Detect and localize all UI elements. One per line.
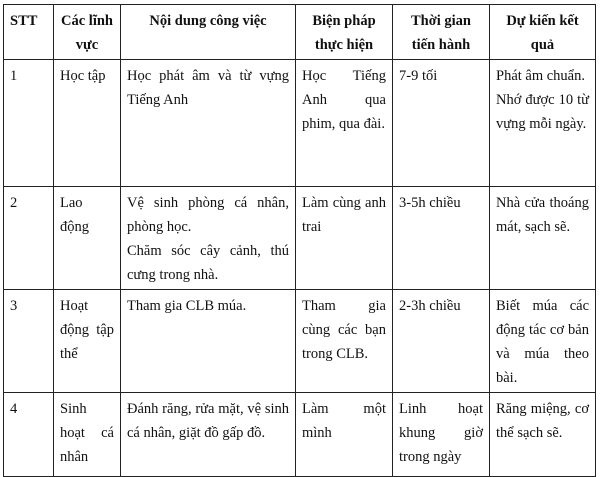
table-row bbox=[4, 393, 596, 477]
header-result: Dự kiến kết quả bbox=[490, 5, 596, 60]
cell-stt: 3 bbox=[4, 290, 54, 393]
header-stt: STT bbox=[4, 5, 54, 60]
cell-content bbox=[121, 393, 296, 477]
cell-measure: Làm cùng anh trai bbox=[296, 187, 393, 290]
cell-content-line: Tham gia CLB múa. bbox=[127, 298, 247, 314]
cell-field: Lao động bbox=[54, 187, 121, 290]
cell-field: Học tập bbox=[54, 60, 121, 187]
cell-measure: Học Tiếng Anh qua phim, qua đài. bbox=[296, 60, 393, 187]
cell-result-line: Nhớ được 10 từ vựng mỗi ngày. bbox=[496, 92, 589, 132]
cell-content-line: Vệ sinh phòng cá nhân, phòng học. bbox=[127, 195, 289, 235]
header-content: Nội dung công việc bbox=[121, 5, 296, 60]
cell-time: 2-3h chiều bbox=[393, 290, 490, 393]
cell-measure: Làm một mình bbox=[296, 393, 393, 477]
cell-content-line: Chăm sóc cây cảnh, thú cưng trong nhà. bbox=[127, 243, 289, 283]
cell-result-line: Biết múa các động tác cơ bản và múa theo bài. bbox=[496, 298, 589, 386]
cell-time: Linh hoạt khung giờ trong ngày bbox=[393, 393, 490, 477]
cell-stt: 2 bbox=[4, 187, 54, 290]
table-row bbox=[4, 290, 596, 393]
cell-content bbox=[121, 60, 296, 187]
cell-content bbox=[121, 187, 296, 290]
cell-result bbox=[490, 187, 596, 290]
plan-table bbox=[3, 4, 596, 477]
header-row bbox=[4, 5, 596, 60]
cell-stt: 4 bbox=[4, 393, 54, 477]
table-row bbox=[4, 187, 596, 290]
table-row bbox=[4, 60, 596, 187]
header-field: Các lĩnh vực bbox=[54, 5, 121, 60]
cell-content-line: Học phát âm và từ vựng Tiếng Anh bbox=[127, 68, 289, 108]
cell-result bbox=[490, 393, 596, 477]
cell-content-line: Đánh răng, rửa mặt, vệ sinh cá nhân, giặt đồ gấp đồ. bbox=[127, 401, 289, 441]
cell-measure: Tham gia cùng các bạn trong CLB. bbox=[296, 290, 393, 393]
header-time: Thời gian tiến hành bbox=[393, 5, 490, 60]
cell-time: 7-9 tối bbox=[393, 60, 490, 187]
cell-result bbox=[490, 60, 596, 187]
header-measure: Biện pháp thực hiện bbox=[296, 5, 393, 60]
cell-time: 3-5h chiều bbox=[393, 187, 490, 290]
cell-result bbox=[490, 290, 596, 393]
cell-result-line: Nhà cửa thoáng mát, sạch sẽ. bbox=[496, 195, 589, 235]
cell-result-line: Răng miệng, cơ thể sạch sẽ. bbox=[496, 401, 589, 441]
cell-content bbox=[121, 290, 296, 393]
cell-field: Hoạt động tập thể bbox=[54, 290, 121, 393]
cell-result-line: Phát âm chuẩn. bbox=[496, 68, 585, 84]
cell-stt: 1 bbox=[4, 60, 54, 187]
cell-field: Sinh hoạt cá nhân bbox=[54, 393, 121, 477]
